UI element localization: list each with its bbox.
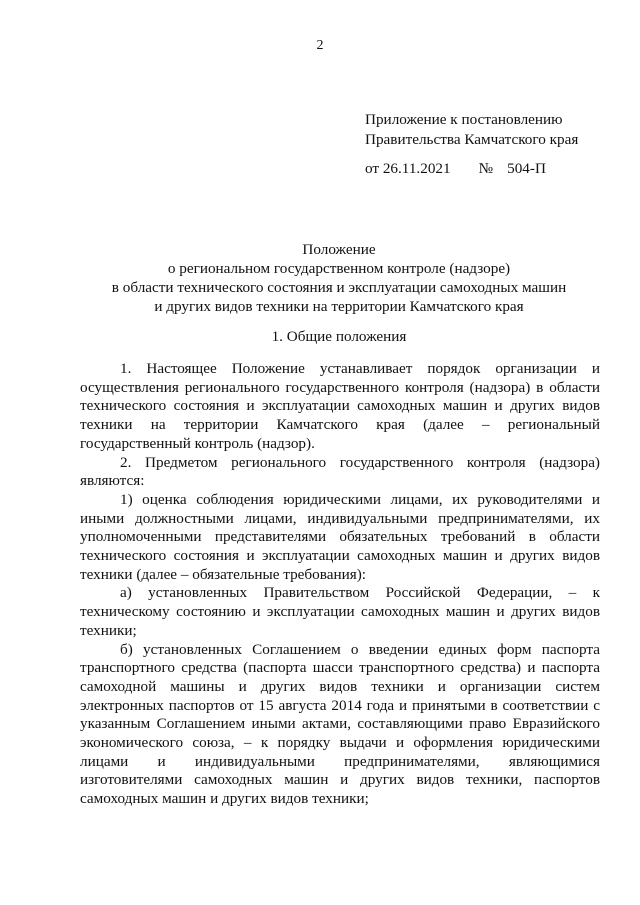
paragraph-2-item-1-a: а) установленных Правительством Российской Федерации, – к техническому состоянию и эксплуатации самоходных машин и других видов техники; [80,584,600,639]
appendix-line-1: Приложение к постановлению [365,111,563,128]
decree-number: 504-П [507,160,546,177]
decree-date: от 26.11.2021 [365,160,451,177]
title-line-3: в области технического состояния и эксплуатации самоходных машин [111,279,567,296]
paragraph-2-item-1: 1) оценка соблюдения юридическими лицами, их руководителями и иными должностными лицами, индивидуальными предпринимателями, их уполномоченными представителями обязательных требований в области технического состояния и эксплуатации самоходных машин и других видов техники (далее – обязательные требования): [80,490,600,583]
paragraph-1: 1. Настоящее Положение устанавливает порядок организации и осуществления регионального государственного контроля (надзора) в области технического состояния и эксплуатации самоходных машин и других видов техники на территории Камчатского края (далее – региональный государственный контроль (надзор). [80,360,600,452]
body-text [80,360,600,809]
section-heading: 1. Общие положения [271,328,407,345]
decree-number-sign: № [478,160,494,177]
title-line-4: и других видов техники на территории Камчатского края [154,298,524,315]
paragraph-2: 2. Предметом регионального государственного контроля (надзора) являются: [80,453,600,490]
appendix-block [365,110,578,150]
title-line-2: о региональном государственном контроле (надзоре) [167,260,511,277]
page-number: 2 [316,38,324,53]
decree-date-number [365,160,546,178]
title-line-1: Положение [302,241,376,258]
appendix-line-2: Правительства Камчатского края [365,131,579,148]
paragraph-2-item-1-b: б) установленных Соглашением о введении единых форм паспорта транспортного средства (паспорта шасси транспортного средства) и паспорта самоходной машины и других видов техники и организации систем электронных паспортов от 15 августа 2014 года и принятыми в соответствии с указанным Соглашением иными актами, составляющими право Евразийского экономического союза, – к порядку выдачи и оформления юридическими лицами и индивидуальными предпринимателями, являющимися изготовителями самоходных машин и других видов техники, паспортов самоходных машин и других видов техники; [80,640,600,808]
document-title [0,240,640,316]
